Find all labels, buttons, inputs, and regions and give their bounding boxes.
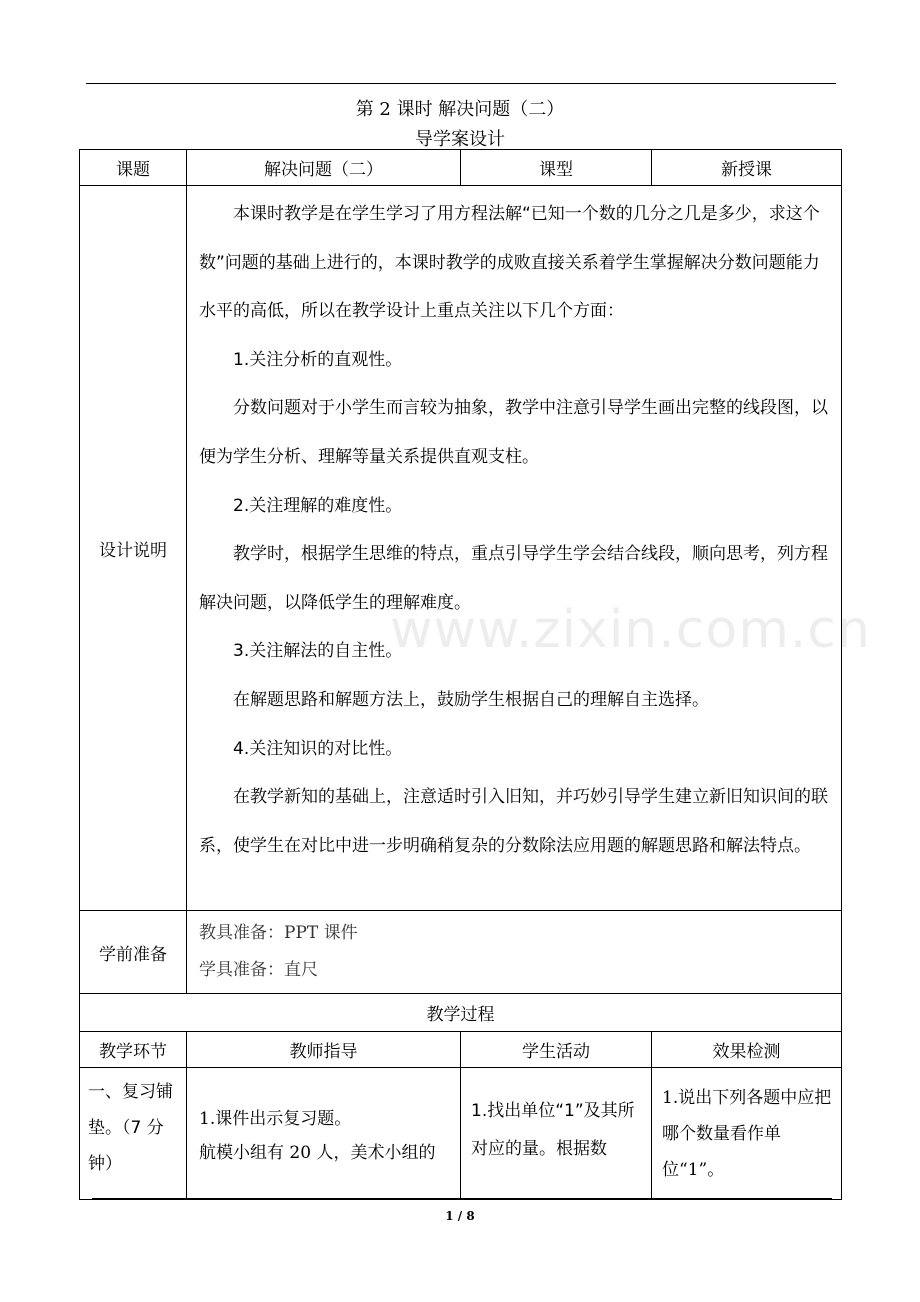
effect-check-cell: 1.说出下列各题中应把哪个数量看作单位“1”。 [652, 1068, 842, 1200]
design-paragraph: 教学时，根据学生思维的特点，重点引导学生学会结合线段，顺向思考，列方程解决问题，以降低学生的理解难度。 [199, 544, 828, 613]
column-header-check: 效果检测 [652, 1032, 842, 1068]
preparation-body [187, 911, 842, 994]
type-label: 课型 [461, 150, 652, 186]
teacher-step: 1.课件出示复习题。 [199, 1109, 352, 1129]
student-activity-cell: 1.找出单位“1”及其所对应的量。根据数 [461, 1068, 652, 1200]
info-row [80, 150, 842, 186]
process-row [80, 1068, 842, 1200]
header-rule [86, 83, 836, 84]
design-paragraph: 本课时教学是在学生学习了用方程法解“已知一个数的几分之几是多少，求这个数”问题的基础上进行的，本课时教学的成败直接关系着学生掌握解决分数问题能力水平的高低，所以在教学设计上重点关注以下几个方面： [199, 204, 820, 322]
preparation-row [80, 911, 842, 994]
column-header-stage: 教学环节 [80, 1032, 187, 1068]
teacher-step-text: 航模小组有 20 人，美术小组的 [199, 1143, 436, 1163]
lesson-title: 第 2 课时 解决问题（二） [355, 99, 565, 120]
design-notes-row [80, 186, 842, 911]
page-number: 1 / 8 [445, 1209, 475, 1223]
design-paragraph: 分数问题对于小学生而言较为抽象，教学中注意引导学生画出完整的线段图，以便为学生分析、理解等量关系提供直观支柱。 [199, 398, 828, 467]
student-tools: 学具准备：直尺 [199, 960, 318, 980]
design-paragraph: 在解题思路和解题方法上，鼓励学生根据自己的理解自主选择。 [233, 689, 709, 710]
topic-value: 解决问题（二） [187, 150, 461, 186]
watermark: www.zixin.com.cn [390, 600, 871, 660]
footer-rule [92, 1198, 832, 1199]
design-heading: 导学案设计 [415, 129, 505, 150]
teacher-tools: 教具准备：PPT 课件 [199, 923, 358, 943]
design-point-heading: 1.关注分析的直观性。 [233, 349, 403, 370]
design-notes-body [187, 186, 842, 911]
topic-label: 课题 [80, 150, 187, 186]
column-header-teacher: 教师指导 [187, 1032, 461, 1068]
design-point-heading: 2.关注理解的难度性。 [233, 495, 403, 516]
design-point-heading: 3.关注解法的自主性。 [233, 641, 403, 662]
stage-cell: 一、复习铺垫。（7 分钟） [80, 1068, 187, 1200]
preparation-label: 学前准备 [80, 911, 187, 994]
design-point-heading: 4.关注知识的对比性。 [233, 738, 403, 759]
process-heading-row [80, 994, 842, 1032]
process-heading: 教学过程 [80, 994, 842, 1032]
teacher-guidance-cell [187, 1068, 461, 1200]
column-header-student: 学生活动 [461, 1032, 652, 1068]
design-paragraph: 在教学新知的基础上，注意适时引入旧知，并巧妙引导学生建立新旧知识间的联系，使学生在对比中进一步明确稍复杂的分数除法应用题的解题思路和解法特点。 [199, 787, 828, 856]
process-columns-row [80, 1032, 842, 1068]
design-notes-label: 设计说明 [80, 186, 187, 911]
type-value: 新授课 [652, 150, 842, 186]
lesson-plan-table [79, 149, 842, 1200]
